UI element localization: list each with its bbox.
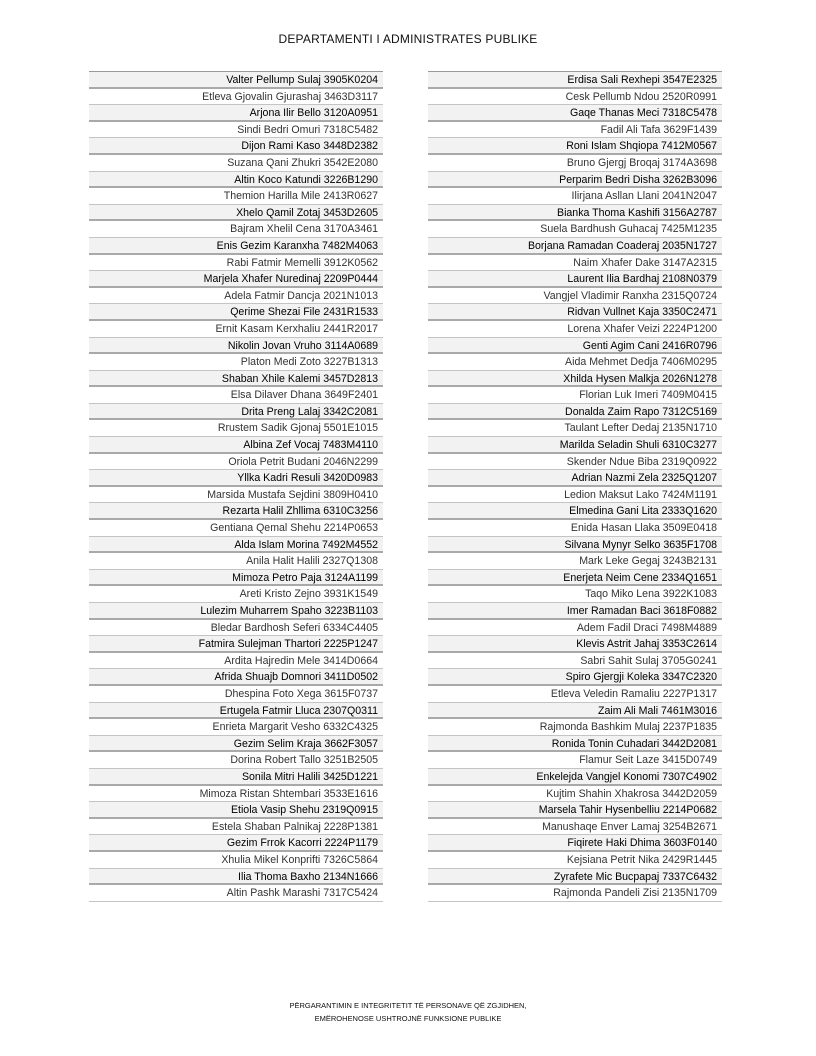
list-item: Donalda Zaim Rapo 7312C5169: [428, 404, 722, 421]
list-item: Flamur Seit Laze 3415D0749: [428, 752, 722, 769]
list-item: Skender Ndue Biba 2319Q0922: [428, 454, 722, 471]
page-title: DEPARTAMENTI I ADMINISTRATES PUBLIKE: [278, 32, 538, 46]
list-item: Ronida Tonin Cuhadari 3442D2081: [428, 736, 722, 753]
list-item: Ilia Thoma Baxho 2134N1666: [89, 869, 383, 886]
list-item: Klevis Astrit Jahaj 3353C2614: [428, 636, 722, 653]
list-item: Sindi Bedri Omuri 7318C5482: [89, 122, 383, 139]
list-item: Suela Bardhush Guhacaj 7425M1235: [428, 221, 722, 238]
list-item: Lulezim Muharrem Spaho 3223B1103: [89, 603, 383, 620]
list-item: Bianka Thoma Kashifi 3156A2787: [428, 205, 722, 222]
list-item: Ernit Kasam Kerxhaliu 2441R2017: [89, 321, 383, 338]
list-item: Zaim Ali Mali 7461M3016: [428, 703, 722, 720]
list-item: Enerjeta Neim Cene 2334Q1651: [428, 570, 722, 587]
list-item: Mimoza Ristan Shtembari 3533E1616: [89, 786, 383, 803]
list-item: Marsela Tahir Hysenbelliu 2214P0682: [428, 802, 722, 819]
list-item: Etiola Vasip Shehu 2319Q0915: [89, 802, 383, 819]
list-item: Xhelo Qamil Zotaj 3453D2605: [89, 205, 383, 222]
list-item: Altin Koco Katundi 3226B1290: [89, 172, 383, 189]
list-item: Shaban Xhile Kalemi 3457D2813: [89, 371, 383, 388]
list-item: Xhulia Mikel Konprifti 7326C5864: [89, 852, 383, 869]
list-item: Gentiana Qemal Shehu 2214P0653: [89, 520, 383, 537]
list-item: Gezim Selim Kraja 3662F3057: [89, 736, 383, 753]
list-item: Kujtim Shahin Xhakrosa 3442D2059: [428, 786, 722, 803]
list-item: Ertugela Fatmir Lluca 2307Q0311: [89, 703, 383, 720]
list-item: Enis Gezim Karanxha 7482M4063: [89, 238, 383, 255]
list-item: Nikolin Jovan Vruho 3114A0689: [89, 338, 383, 355]
list-item: Fiqirete Haki Dhima 3603F0140: [428, 835, 722, 852]
list-item: Enkelejda Vangjel Konomi 7307C4902: [428, 769, 722, 786]
right-name-list: [428, 71, 722, 902]
list-item: Florian Luk Imeri 7409M0415: [428, 387, 722, 404]
list-item: Marjela Xhafer Nuredinaj 2209P0444: [89, 271, 383, 288]
left-name-list: [89, 71, 383, 902]
list-item: Mimoza Petro Paja 3124A1199: [89, 570, 383, 587]
list-item: Afrida Shuajb Domnori 3411D0502: [89, 669, 383, 686]
list-item: Erdisa Sali Rexhepi 3547E2325: [428, 72, 722, 89]
list-item: Vangjel Vladimir Ranxha 2315Q0724: [428, 288, 722, 305]
list-item: Marsida Mustafa Sejdini 3809H0410: [89, 487, 383, 504]
list-item: Bledar Bardhosh Seferi 6334C4405: [89, 620, 383, 637]
list-item: Adem Fadil Draci 7498M4889: [428, 620, 722, 637]
list-item: Fadil Ali Tafa 3629F1439: [428, 122, 722, 139]
list-item: Etleva Gjovalin Gjurashaj 3463D3117: [89, 89, 383, 106]
list-item: Estela Shaban Palnikaj 2228P1381: [89, 819, 383, 836]
list-item: Roni Islam Shqiopa 7412M0567: [428, 138, 722, 155]
list-item: Genti Agim Cani 2416R0796: [428, 338, 722, 355]
list-item: Albina Zef Vocaj 7483M4110: [89, 437, 383, 454]
list-item: Rrustem Sadik Gjonaj 5501E1015: [89, 420, 383, 437]
list-item: Sabri Sahit Sulaj 3705G0241: [428, 653, 722, 670]
list-item: Cesk Pellumb Ndou 2520R0991: [428, 89, 722, 106]
list-item: Marilda Seladin Shuli 6310C3277: [428, 437, 722, 454]
list-item: Gaqe Thanas Meci 7318C5478: [428, 105, 722, 122]
list-item: Sonila Mitri Halili 3425D1221: [89, 769, 383, 786]
list-item: Adela Fatmir Dancja 2021N1013: [89, 288, 383, 305]
list-item: Oriola Petrit Budani 2046N2299: [89, 454, 383, 471]
list-item: Manushaqe Enver Lamaj 3254B2671: [428, 819, 722, 836]
list-item: Lorena Xhafer Veizi 2224P1200: [428, 321, 722, 338]
list-item: Areti Kristo Zejno 3931K1549: [89, 586, 383, 603]
list-item: Elmedina Gani Lita 2333Q1620: [428, 503, 722, 520]
list-item: Dhespina Foto Xega 3615F0737: [89, 686, 383, 703]
list-item: Rajmonda Bashkim Mulaj 2237P1835: [428, 719, 722, 736]
list-item: Ardita Hajredin Mele 3414D0664: [89, 653, 383, 670]
list-item: Rajmonda Pandeli Zisi 2135N1709: [428, 885, 722, 902]
list-item: Spiro Gjergji Koleka 3347C2320: [428, 669, 722, 686]
list-item: Borjana Ramadan Coaderaj 2035N1727: [428, 238, 722, 255]
list-item: Zyrafete Mic Bucpapaj 7337C6432: [428, 869, 722, 886]
list-item: Etleva Veledin Ramaliu 2227P1317: [428, 686, 722, 703]
list-item: Naim Xhafer Dake 3147A2315: [428, 255, 722, 272]
list-item: Taqo Miko Lena 3922K1083: [428, 586, 722, 603]
list-item: Aida Mehmet Dedja 7406M0295: [428, 354, 722, 371]
list-item: Silvana Mynyr Selko 3635F1708: [428, 537, 722, 554]
list-item: Dijon Rami Kaso 3448D2382: [89, 138, 383, 155]
list-item: Dorina Robert Tallo 3251B2505: [89, 752, 383, 769]
list-item: Valter Pellump Sulaj 3905K0204: [89, 72, 383, 89]
list-item: Ilirjana Asllan Llani 2041N2047: [428, 188, 722, 205]
list-item: Elsa Dilaver Dhana 3649F2401: [89, 387, 383, 404]
list-item: Drita Preng Lalaj 3342C2081: [89, 404, 383, 421]
list-item: Perparim Bedri Disha 3262B3096: [428, 172, 722, 189]
list-item: Themion Harilla Mile 2413R0627: [89, 188, 383, 205]
list-item: Taulant Lefter Dedaj 2135N1710: [428, 420, 722, 437]
list-item: Adrian Nazmi Zela 2325Q1207: [428, 470, 722, 487]
list-item: Enrieta Margarit Vesho 6332C4325: [89, 719, 383, 736]
list-item: Laurent Ilia Bardhaj 2108N0379: [428, 271, 722, 288]
list-item: Arjona Ilir Bello 3120A0951: [89, 105, 383, 122]
list-item: Bajram Xhelil Cena 3170A3461: [89, 221, 383, 238]
list-item: Xhilda Hysen Malkja 2026N1278: [428, 371, 722, 388]
list-item: Imer Ramadan Baci 3618F0882: [428, 603, 722, 620]
footer-line-2: EMËROHENOSE USHTROJNË FUNKSIONE PUBLIKE: [314, 1014, 502, 1023]
list-item: Mark Leke Gegaj 3243B2131: [428, 553, 722, 570]
list-item: Enida Hasan Llaka 3509E0418: [428, 520, 722, 537]
page-footer: [0, 999, 816, 1025]
list-item: Suzana Qani Zhukri 3542E2080: [89, 155, 383, 172]
list-item: Gezim Frrok Kacorri 2224P1179: [89, 835, 383, 852]
list-item: Alda Islam Morina 7492M4552: [89, 537, 383, 554]
list-item: Anila Halit Halili 2327Q1308: [89, 553, 383, 570]
list-item: Fatmira Sulejman Thartori 2225P1247: [89, 636, 383, 653]
list-item: Platon Medi Zoto 3227B1313: [89, 354, 383, 371]
list-item: Ridvan Vullnet Kaja 3350C2471: [428, 304, 722, 321]
list-item: Kejsiana Petrit Nika 2429R1445: [428, 852, 722, 869]
list-item: Yllka Kadri Resuli 3420D0983: [89, 470, 383, 487]
list-item: Rezarta Halil Zhllima 6310C3256: [89, 503, 383, 520]
list-item: Altin Pashk Marashi 7317C5424: [89, 885, 383, 902]
list-item: Qerime Shezai File 2431R1533: [89, 304, 383, 321]
list-item: Rabi Fatmir Memelli 3912K0562: [89, 255, 383, 272]
list-item: Ledion Maksut Lako 7424M1191: [428, 487, 722, 504]
list-item: Bruno Gjergj Broqaj 3174A3698: [428, 155, 722, 172]
footer-line-1: PËRGARANTIMIN E INTEGRITETIT TË PERSONAVE QË ZGJIDHEN,: [289, 1001, 527, 1010]
